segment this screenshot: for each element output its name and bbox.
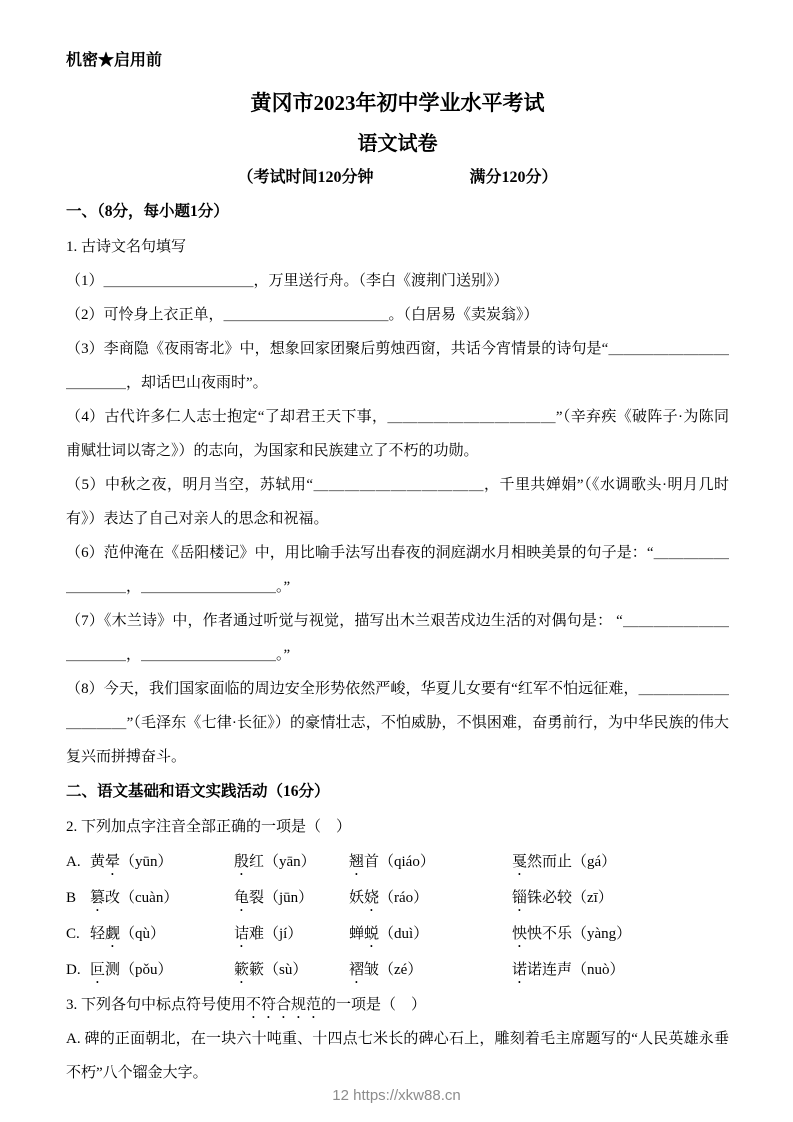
question-1-item-8: （8）今天，我们国家面临的周边安全形势依然严峻，华夏儿女要有“红军不怕远征难，＿＿＿＿＿＿＿＿＿＿”（毛泽东《七律·长征》）的豪情壮志，不怕威胁，不惧困难，奋勇前行，为中华民族的伟大复兴而拼搏奋斗。 — [66, 681, 729, 765]
dotted-char: 龟 — [234, 890, 250, 906]
question-1-item-1: （1）＿＿＿＿＿＿＿＿＿＿，万里送行舟。（李白《渡荆门送别》） — [66, 273, 509, 289]
word-text: 红（yān） — [249, 854, 316, 870]
dotted-phrase: 不符合规范 — [246, 997, 322, 1013]
word-text: 簌（sù） — [249, 962, 308, 978]
word-text: 黄 — [90, 854, 106, 870]
dotted-char: 诺 — [512, 962, 528, 978]
option-c-label: C. — [66, 926, 80, 942]
dotted-char: 锱 — [512, 890, 528, 906]
word-text: 轻 — [90, 926, 106, 942]
dotted-char: 晕 — [105, 854, 121, 870]
question-2-stem: 2. 下列加点字注音全部正确的一项是（ ） — [66, 819, 352, 835]
exam-subject: 语文试卷 — [357, 133, 438, 155]
section-1-heading: 一、（8分，每小题1分） — [66, 203, 229, 220]
question-1-item-5: （5）中秋之夜，明月当空，苏轼用“＿＿＿＿＿＿＿＿＿＿＿，千里共婵娟”（《水调歌头·明月几时有》）表达了自己对亲人的思念和祝福。 — [66, 477, 729, 527]
option-a-label: A. — [66, 854, 81, 870]
dotted-char: 诘 — [234, 926, 250, 942]
option-d-cell-4 — [512, 952, 729, 988]
section-2-heading: 二、语文基础和语文实践活动（16分） — [66, 783, 330, 800]
dotted-char: 怏 — [512, 926, 528, 942]
word-text: 测（pǒu） — [105, 962, 173, 978]
word-text: 怏不乐（yàng） — [527, 926, 632, 942]
option-c-cell-4 — [512, 916, 729, 952]
option-b-label: B — [66, 890, 77, 906]
option-c-cell-2 — [234, 916, 349, 952]
dotted-char: 篡 — [90, 890, 106, 906]
question-1-item-6: （6）范仲淹在《岳阳楼记》中，用比喻手法写出春夜的洞庭湖水月相映美景的句子是：“＿＿＿＿＿＿＿＿＿，＿＿＿＿＿＿＿＿＿。” — [66, 545, 729, 595]
word-text: 然而止（gá） — [527, 854, 617, 870]
word-text: 难（jí） — [249, 926, 303, 942]
word-text: 裂（jūn） — [249, 890, 314, 906]
word-text: 改（cuàn） — [105, 890, 179, 906]
option-d-label: D. — [66, 962, 81, 978]
question-1-item-4: （4）古代许多仁人志士抱定“了却君王天下事，＿＿＿＿＿＿＿＿＿＿＿”（辛弃疾《破阵子·为陈同甫赋壮词以寄之》）的志向，为国家和民族建立了不朽的功勋。 — [66, 409, 729, 459]
dotted-char: 蜕 — [364, 926, 380, 942]
word-text: （qù） — [120, 926, 166, 942]
page-footer: 12 https://xkw88.cn — [332, 1087, 461, 1104]
word-text: 诺连声（nuò） — [527, 962, 625, 978]
option-a-cell-3 — [349, 844, 512, 880]
stem-text: 的一项是（ ） — [321, 997, 427, 1013]
question-1-item-2: （2）可怜身上衣正单，＿＿＿＿＿＿＿＿＿＿＿。（白居易《卖炭翁》） — [66, 307, 539, 323]
option-c-cell-1 — [66, 916, 234, 952]
exam-meta: （考试时间120分钟 满分120分） — [237, 169, 558, 186]
dotted-char: 褶 — [349, 962, 365, 978]
question-2-option-d — [66, 952, 729, 988]
question-2-option-c — [66, 916, 729, 952]
option-d-cell-3 — [349, 952, 512, 988]
question-1-lead: 1. 古诗文名句填写 — [66, 239, 187, 255]
question-2-option-b — [66, 880, 729, 916]
word-text: 妖 — [349, 890, 365, 906]
option-b-cell-1 — [66, 880, 234, 916]
option-b-cell-3 — [349, 880, 512, 916]
word-text: 铢必较（zī） — [527, 890, 613, 906]
dotted-char: 殷 — [234, 854, 250, 870]
question-1-item-7: （7）《木兰诗》中，作者通过听觉与视觉，描写出木兰艰苦戍边生活的对偶句是： “＿＿＿＿＿＿＿＿＿＿＿，＿＿＿＿＿＿＿＿＿。” — [66, 613, 729, 663]
question-3-option-a: A. 碑的正面朝北，在一块六十吨重、十四点七米长的碑心石上，雕刻着毛主席题写的“人民英雄永垂不朽”八个镏金大字。 — [66, 1031, 729, 1081]
dotted-char: 翘 — [349, 854, 365, 870]
dotted-char: 簌 — [234, 962, 250, 978]
question-1-item-3: （3）李商隐《夜雨寄北》中，想象回家团聚后剪烛西窗，共话今宵情景的诗句是“＿＿＿＿＿＿＿＿＿＿＿＿，却话巴山夜雨时”。 — [66, 341, 729, 391]
option-d-cell-2 — [234, 952, 349, 988]
word-text: （ráo） — [379, 890, 429, 906]
option-c-cell-3 — [349, 916, 512, 952]
option-d-cell-1 — [66, 952, 234, 988]
word-text: （yūn） — [120, 854, 173, 870]
word-text: 首（qiáo） — [364, 854, 435, 870]
option-b-cell-4 — [512, 880, 729, 916]
word-text: 蝉 — [349, 926, 365, 942]
word-text: （duì） — [379, 926, 429, 942]
option-b-cell-2 — [234, 880, 349, 916]
exam-title: 黄冈市2023年初中学业水平考试 — [250, 91, 545, 115]
confidential-notice: 机密★启用前 — [66, 52, 163, 69]
question-3-stem — [66, 988, 729, 1022]
dotted-char: 戛 — [512, 854, 528, 870]
option-a-cell-2 — [234, 844, 349, 880]
option-a-cell-4 — [512, 844, 729, 880]
dotted-char: 娆 — [364, 890, 380, 906]
question-2-option-a — [66, 844, 729, 880]
option-a-cell-1 — [66, 844, 234, 880]
dotted-char: 叵 — [90, 962, 106, 978]
word-text: 皱（zé） — [364, 962, 423, 978]
dotted-char: 觑 — [105, 926, 121, 942]
stem-text: 3. 下列各句中标点符号使用 — [66, 997, 247, 1013]
